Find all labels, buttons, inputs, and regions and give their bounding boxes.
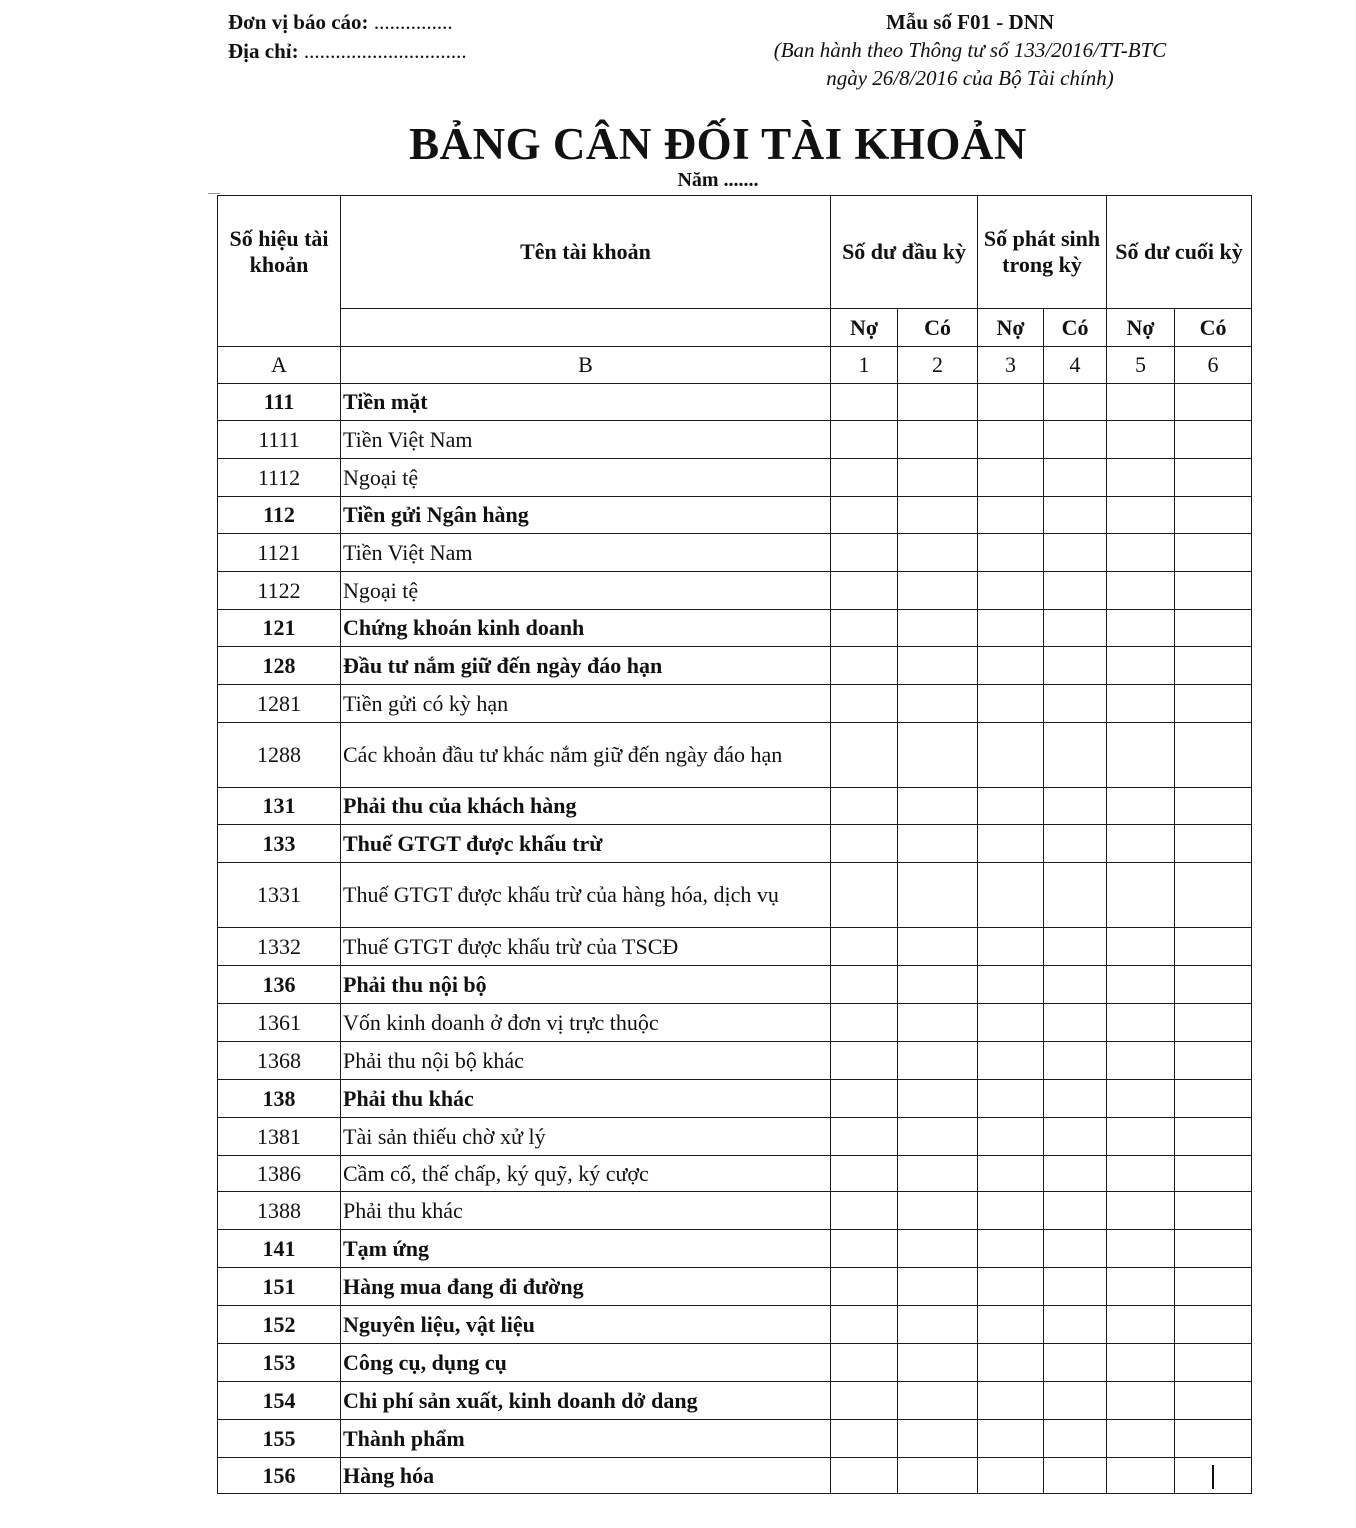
opening-debit-cell[interactable] [831, 1080, 898, 1118]
period-credit-cell[interactable] [1044, 1080, 1107, 1118]
table-row [218, 572, 1252, 610]
account-name: Phải thu nội bộ [341, 966, 831, 1004]
opening-debit-cell[interactable] [831, 1230, 898, 1268]
closing-credit-cell[interactable] [1175, 788, 1252, 825]
account-code: 111 [218, 384, 341, 421]
column-index: 2 [898, 347, 978, 384]
period-debit-cell[interactable] [978, 928, 1044, 966]
table-row [218, 966, 1252, 1004]
closing-debit-cell[interactable] [1107, 534, 1175, 572]
closing-debit-cell[interactable] [1107, 647, 1175, 685]
opening-debit-cell[interactable] [831, 497, 898, 534]
opening-debit-cell[interactable] [831, 1118, 898, 1156]
account-name: Tiền Việt Nam [341, 534, 831, 572]
table-row [218, 928, 1252, 966]
period-credit-cell[interactable] [1044, 1192, 1107, 1230]
opening-credit-cell[interactable] [898, 1344, 978, 1382]
closing-credit-cell[interactable] [1175, 685, 1252, 723]
table-row [218, 497, 1252, 534]
account-name: Các khoản đầu tư khác nắm giữ đến ngày đáo hạn [341, 723, 831, 788]
account-code: 1386 [218, 1156, 341, 1192]
account-name: Tạm ứng [341, 1230, 831, 1268]
opening-debit-cell[interactable] [831, 1042, 898, 1080]
year-line: Năm ....... [677, 169, 759, 191]
account-code: 154 [218, 1382, 341, 1420]
opening-debit-cell[interactable] [831, 572, 898, 610]
account-name: Thành phẩm [341, 1420, 831, 1458]
closing-credit-cell[interactable] [1175, 1268, 1252, 1306]
account-name: Cầm cố, thế chấp, ký quỹ, ký cược [341, 1156, 831, 1192]
opening-debit-cell[interactable] [831, 421, 898, 459]
period-credit-cell[interactable] [1044, 1230, 1107, 1268]
closing-debit-cell[interactable] [1107, 497, 1175, 534]
opening-debit-cell[interactable] [831, 534, 898, 572]
closing-credit-cell[interactable] [1175, 459, 1252, 497]
period-debit-cell[interactable] [978, 1118, 1044, 1156]
closing-debit-cell[interactable] [1107, 572, 1175, 610]
table-row [218, 1458, 1252, 1494]
table-row [218, 647, 1252, 685]
closing-credit-cell[interactable] [1175, 1156, 1252, 1192]
period-credit-cell[interactable] [1044, 572, 1107, 610]
account-code: 156 [218, 1458, 341, 1494]
closing-credit-cell[interactable] [1175, 1080, 1252, 1118]
closing-debit-cell[interactable] [1107, 1042, 1175, 1080]
period-credit-cell[interactable] [1044, 1268, 1107, 1306]
closing-debit-cell[interactable] [1107, 459, 1175, 497]
account-name: Chứng khoán kinh doanh [341, 610, 831, 647]
period-debit-cell[interactable] [978, 384, 1044, 421]
header-blank-cell [341, 309, 831, 347]
table-row [218, 1230, 1252, 1268]
table-row [218, 459, 1252, 497]
period-debit-cell[interactable] [978, 1042, 1044, 1080]
col-group-opening-balance: Số dư đầu kỳ [831, 196, 978, 309]
opening-debit-cell[interactable] [831, 1382, 898, 1420]
account-name: Hàng hóa [341, 1458, 831, 1494]
closing-debit-cell[interactable] [1107, 966, 1175, 1004]
column-index: 6 [1175, 347, 1252, 384]
closing-credit-cell[interactable] [1175, 534, 1252, 572]
period-debit-cell[interactable] [978, 534, 1044, 572]
table-row [218, 1344, 1252, 1382]
account-name: Phải thu khác [341, 1192, 831, 1230]
opening-credit-cell[interactable] [898, 1156, 978, 1192]
account-name: Thuế GTGT được khấu trừ của hàng hóa, dịch vụ [341, 863, 831, 928]
account-name: Đầu tư nắm giữ đến ngày đáo hạn [341, 647, 831, 685]
col-header-debit: Nợ [978, 309, 1044, 347]
period-credit-cell[interactable] [1044, 788, 1107, 825]
period-credit-cell[interactable] [1044, 1004, 1107, 1042]
closing-credit-cell[interactable] [1175, 1118, 1252, 1156]
issued-line-2: ngày 26/8/2016 của Bộ Tài chính) [826, 66, 1114, 90]
text-cursor [1212, 1465, 1214, 1489]
opening-credit-cell[interactable] [898, 421, 978, 459]
account-name: Chi phí sản xuất, kinh doanh dở dang [341, 1382, 831, 1420]
account-name: Phải thu của khách hàng [341, 788, 831, 825]
period-debit-cell[interactable] [978, 421, 1044, 459]
table-row [218, 1156, 1252, 1192]
opening-credit-cell[interactable] [898, 825, 978, 863]
opening-credit-cell[interactable] [898, 1118, 978, 1156]
opening-credit-cell[interactable] [898, 1306, 978, 1344]
col-header-account-name: Tên tài khoản [341, 196, 831, 309]
period-debit-cell[interactable] [978, 610, 1044, 647]
opening-credit-cell[interactable] [898, 966, 978, 1004]
opening-debit-cell[interactable] [831, 1344, 898, 1382]
account-name: Tiền gửi có kỳ hạn [341, 685, 831, 723]
period-credit-cell[interactable] [1044, 1458, 1107, 1494]
period-debit-cell[interactable] [978, 825, 1044, 863]
account-code: 133 [218, 825, 341, 863]
closing-debit-cell[interactable] [1107, 1230, 1175, 1268]
col-group-period-movement: Số phát sinh trong kỳ [978, 196, 1107, 309]
opening-debit-cell[interactable] [831, 1004, 898, 1042]
table-row [218, 384, 1252, 421]
closing-credit-cell[interactable] [1175, 1042, 1252, 1080]
table-row [218, 421, 1252, 459]
period-debit-cell[interactable] [978, 647, 1044, 685]
table-row [218, 610, 1252, 647]
opening-debit-cell[interactable] [831, 1156, 898, 1192]
account-code: 1368 [218, 1042, 341, 1080]
table-row [218, 1306, 1252, 1344]
period-credit-cell[interactable] [1044, 966, 1107, 1004]
closing-debit-cell[interactable] [1107, 788, 1175, 825]
table-row [218, 1382, 1252, 1420]
column-index: 4 [1044, 347, 1107, 384]
opening-debit-cell[interactable] [831, 723, 898, 788]
closing-debit-cell[interactable] [1107, 928, 1175, 966]
period-credit-cell[interactable] [1044, 384, 1107, 421]
closing-debit-cell[interactable] [1107, 723, 1175, 788]
divider [208, 193, 220, 194]
account-name: Phải thu nội bộ khác [341, 1042, 831, 1080]
reporting-unit-line [228, 8, 467, 37]
opening-credit-cell[interactable] [898, 1268, 978, 1306]
closing-credit-cell[interactable] [1175, 863, 1252, 928]
period-debit-cell[interactable] [978, 1420, 1044, 1458]
period-debit-cell[interactable] [978, 572, 1044, 610]
opening-debit-cell[interactable] [831, 928, 898, 966]
period-debit-cell[interactable] [978, 1306, 1044, 1344]
opening-credit-cell[interactable] [898, 1420, 978, 1458]
account-code: 136 [218, 966, 341, 1004]
opening-credit-cell[interactable] [898, 685, 978, 723]
address-line [228, 37, 467, 66]
form-code: Mẫu số F01 - DNN [886, 10, 1054, 34]
opening-credit-cell[interactable] [898, 1042, 978, 1080]
issued-line-1: (Ban hành theo Thông tư số 133/2016/TT-BTC [773, 38, 1167, 62]
period-debit-cell[interactable] [978, 1004, 1044, 1042]
table-row [218, 1080, 1252, 1118]
period-credit-cell[interactable] [1044, 534, 1107, 572]
account-code: 151 [218, 1268, 341, 1306]
account-name: Vốn kinh doanh ở đơn vị trực thuộc [341, 1004, 831, 1042]
closing-debit-cell[interactable] [1107, 1156, 1175, 1192]
account-name: Công cụ, dụng cụ [341, 1344, 831, 1382]
opening-credit-cell[interactable] [898, 497, 978, 534]
opening-credit-cell[interactable] [898, 384, 978, 421]
closing-debit-cell[interactable] [1107, 1306, 1175, 1344]
opening-credit-cell[interactable] [898, 534, 978, 572]
opening-debit-cell[interactable] [831, 1268, 898, 1306]
period-debit-cell[interactable] [978, 1156, 1044, 1192]
closing-debit-cell[interactable] [1107, 610, 1175, 647]
col-header-debit: Nợ [831, 309, 898, 347]
account-name: Nguyên liệu, vật liệu [341, 1306, 831, 1344]
period-credit-cell[interactable] [1044, 723, 1107, 788]
reporting-unit-value[interactable]: ............... [373, 10, 453, 34]
reporting-unit-label: Đơn vị báo cáo: [228, 10, 369, 34]
opening-credit-cell[interactable] [898, 572, 978, 610]
closing-credit-cell[interactable] [1175, 966, 1252, 1004]
period-credit-cell[interactable] [1044, 685, 1107, 723]
closing-debit-cell[interactable] [1107, 1344, 1175, 1382]
table-row [218, 1420, 1252, 1458]
closing-debit-cell[interactable] [1107, 1268, 1175, 1306]
account-code: 1288 [218, 723, 341, 788]
closing-credit-cell[interactable] [1175, 928, 1252, 966]
column-index: 3 [978, 347, 1044, 384]
closing-debit-cell[interactable] [1107, 1192, 1175, 1230]
period-credit-cell[interactable] [1044, 421, 1107, 459]
opening-credit-cell[interactable] [898, 1458, 978, 1494]
closing-debit-cell[interactable] [1107, 421, 1175, 459]
closing-credit-cell[interactable] [1175, 1004, 1252, 1042]
period-credit-cell[interactable] [1044, 610, 1107, 647]
account-code: 1111 [218, 421, 341, 459]
opening-debit-cell[interactable] [831, 384, 898, 421]
closing-credit-cell[interactable] [1175, 1344, 1252, 1382]
closing-credit-cell[interactable] [1175, 497, 1252, 534]
opening-credit-cell[interactable] [898, 1382, 978, 1420]
period-debit-cell[interactable] [978, 1382, 1044, 1420]
table-row [218, 1192, 1252, 1230]
account-name: Ngoại tệ [341, 572, 831, 610]
closing-credit-cell[interactable] [1175, 1458, 1252, 1494]
closing-credit-cell[interactable] [1175, 1192, 1252, 1230]
opening-credit-cell[interactable] [898, 723, 978, 788]
form-header-right [740, 8, 1200, 92]
closing-debit-cell[interactable] [1107, 685, 1175, 723]
column-index: B [341, 347, 831, 384]
period-credit-cell[interactable] [1044, 1382, 1107, 1420]
account-name: Ngoại tệ [341, 459, 831, 497]
account-name: Tài sản thiếu chờ xử lý [341, 1118, 831, 1156]
opening-credit-cell[interactable] [898, 1230, 978, 1268]
closing-debit-cell[interactable] [1107, 825, 1175, 863]
opening-debit-cell[interactable] [831, 685, 898, 723]
account-code: 141 [218, 1230, 341, 1268]
column-index: 5 [1107, 347, 1175, 384]
closing-credit-cell[interactable] [1175, 384, 1252, 421]
closing-credit-cell[interactable] [1175, 647, 1252, 685]
table-row [218, 1004, 1252, 1042]
column-index: A [218, 347, 341, 384]
account-name: Tiền gửi Ngân hàng [341, 497, 831, 534]
opening-debit-cell[interactable] [831, 966, 898, 1004]
account-code: 112 [218, 497, 341, 534]
col-header-credit: Có [1044, 309, 1107, 347]
opening-debit-cell[interactable] [831, 825, 898, 863]
opening-debit-cell[interactable] [831, 459, 898, 497]
account-code: 131 [218, 788, 341, 825]
opening-credit-cell[interactable] [898, 1004, 978, 1042]
period-debit-cell[interactable] [978, 788, 1044, 825]
column-index: 1 [831, 347, 898, 384]
period-credit-cell[interactable] [1044, 863, 1107, 928]
col-header-account-code: Số hiệu tài khoản [218, 196, 341, 347]
col-header-credit: Có [1175, 309, 1252, 347]
address-value[interactable]: ............................... [303, 39, 467, 63]
period-credit-cell[interactable] [1044, 459, 1107, 497]
table-row [218, 1268, 1252, 1306]
account-name: Hàng mua đang đi đường [341, 1268, 831, 1306]
report-header-left [228, 8, 467, 66]
period-debit-cell[interactable] [978, 1230, 1044, 1268]
account-code: 138 [218, 1080, 341, 1118]
table-row [218, 825, 1252, 863]
closing-credit-cell[interactable] [1175, 610, 1252, 647]
account-code: 1112 [218, 459, 341, 497]
closing-credit-cell[interactable] [1175, 1306, 1252, 1344]
period-credit-cell[interactable] [1044, 1420, 1107, 1458]
opening-credit-cell[interactable] [898, 863, 978, 928]
opening-debit-cell[interactable] [831, 788, 898, 825]
opening-credit-cell[interactable] [898, 610, 978, 647]
col-header-debit: Nợ [1107, 309, 1175, 347]
closing-credit-cell[interactable] [1175, 1230, 1252, 1268]
opening-debit-cell[interactable] [831, 863, 898, 928]
period-credit-cell[interactable] [1044, 928, 1107, 966]
opening-credit-cell[interactable] [898, 459, 978, 497]
closing-debit-cell[interactable] [1107, 1080, 1175, 1118]
period-debit-cell[interactable] [978, 863, 1044, 928]
account-code: 1281 [218, 685, 341, 723]
period-credit-cell[interactable] [1044, 647, 1107, 685]
account-code: 1388 [218, 1192, 341, 1230]
closing-credit-cell[interactable] [1175, 825, 1252, 863]
period-debit-cell[interactable] [978, 459, 1044, 497]
page-title: BẢNG CÂN ĐỐI TÀI KHOẢN [409, 119, 1027, 169]
opening-debit-cell[interactable] [831, 1306, 898, 1344]
table-row [218, 1118, 1252, 1156]
closing-credit-cell[interactable] [1175, 421, 1252, 459]
account-code: 153 [218, 1344, 341, 1382]
period-debit-cell[interactable] [978, 1080, 1044, 1118]
col-header-credit: Có [898, 309, 978, 347]
table-row [218, 1042, 1252, 1080]
table-row [218, 534, 1252, 572]
trial-balance-table [217, 195, 1252, 1494]
column-index-row [218, 347, 1252, 384]
period-debit-cell[interactable] [978, 1458, 1044, 1494]
closing-debit-cell[interactable] [1107, 1420, 1175, 1458]
account-name: Thuế GTGT được khấu trừ [341, 825, 831, 863]
closing-debit-cell[interactable] [1107, 863, 1175, 928]
account-code: 1361 [218, 1004, 341, 1042]
account-code: 152 [218, 1306, 341, 1344]
opening-credit-cell[interactable] [898, 1192, 978, 1230]
closing-debit-cell[interactable] [1107, 1382, 1175, 1420]
period-debit-cell[interactable] [978, 723, 1044, 788]
period-credit-cell[interactable] [1044, 1042, 1107, 1080]
closing-debit-cell[interactable] [1107, 1118, 1175, 1156]
closing-credit-cell[interactable] [1175, 723, 1252, 788]
closing-debit-cell[interactable] [1107, 1458, 1175, 1494]
account-name: Tiền Việt Nam [341, 421, 831, 459]
opening-debit-cell[interactable] [831, 647, 898, 685]
period-debit-cell[interactable] [978, 1268, 1044, 1306]
account-code: 1331 [218, 863, 341, 928]
account-code: 1121 [218, 534, 341, 572]
period-credit-cell[interactable] [1044, 1344, 1107, 1382]
opening-credit-cell[interactable] [898, 647, 978, 685]
closing-debit-cell[interactable] [1107, 384, 1175, 421]
col-group-closing-balance: Số dư cuối kỳ [1107, 196, 1252, 309]
period-debit-cell[interactable] [978, 966, 1044, 1004]
opening-debit-cell[interactable] [831, 610, 898, 647]
account-name: Tiền mặt [341, 384, 831, 421]
account-code: 128 [218, 647, 341, 685]
table-row [218, 788, 1252, 825]
period-debit-cell[interactable] [978, 685, 1044, 723]
table-row [218, 863, 1252, 928]
table-row [218, 685, 1252, 723]
period-debit-cell[interactable] [978, 497, 1044, 534]
opening-debit-cell[interactable] [831, 1458, 898, 1494]
closing-credit-cell[interactable] [1175, 1420, 1252, 1458]
account-name: Thuế GTGT được khấu trừ của TSCĐ [341, 928, 831, 966]
closing-credit-cell[interactable] [1175, 1382, 1252, 1420]
period-credit-cell[interactable] [1044, 1156, 1107, 1192]
account-code: 1122 [218, 572, 341, 610]
account-code: 1332 [218, 928, 341, 966]
opening-credit-cell[interactable] [898, 1080, 978, 1118]
account-code: 155 [218, 1420, 341, 1458]
opening-credit-cell[interactable] [898, 788, 978, 825]
period-credit-cell[interactable] [1044, 825, 1107, 863]
closing-debit-cell[interactable] [1107, 1004, 1175, 1042]
table-row [218, 723, 1252, 788]
opening-debit-cell[interactable] [831, 1420, 898, 1458]
account-code: 121 [218, 610, 341, 647]
period-debit-cell[interactable] [978, 1192, 1044, 1230]
closing-credit-cell[interactable] [1175, 572, 1252, 610]
period-credit-cell[interactable] [1044, 497, 1107, 534]
period-debit-cell[interactable] [978, 1344, 1044, 1382]
opening-debit-cell[interactable] [831, 1192, 898, 1230]
address-label: Địa chỉ: [228, 39, 299, 63]
opening-credit-cell[interactable] [898, 928, 978, 966]
account-name: Phải thu khác [341, 1080, 831, 1118]
account-code: 1381 [218, 1118, 341, 1156]
period-credit-cell[interactable] [1044, 1118, 1107, 1156]
period-credit-cell[interactable] [1044, 1306, 1107, 1344]
